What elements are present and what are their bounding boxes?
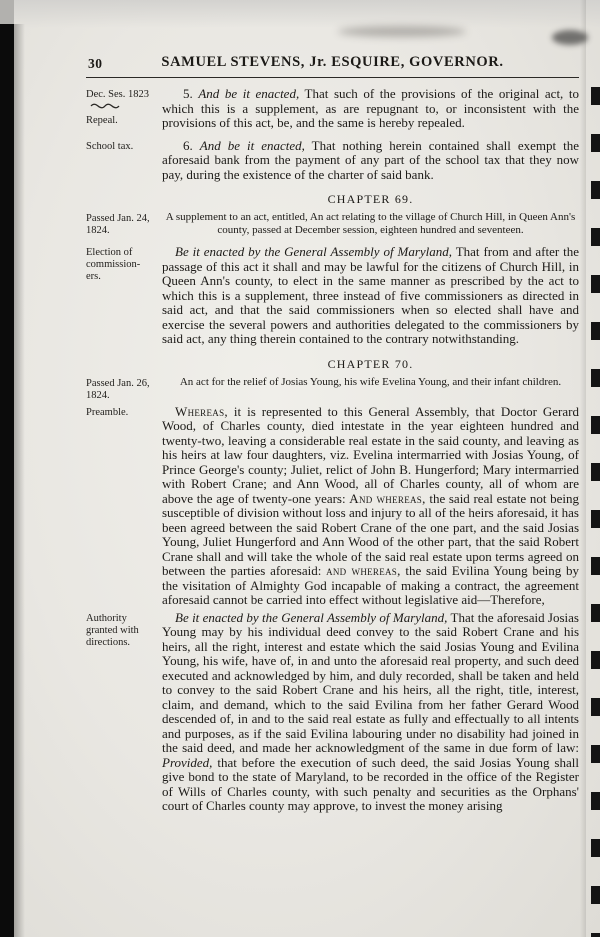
chapter-69-title-row (86, 211, 579, 237)
section-6-enacting-words: And be it enacted, (199, 137, 305, 153)
margin-note-passed-ch69 (86, 211, 162, 237)
chapter-70-text-2: that before the execution of such deed, the said Josias Young shall give bond to the state of Maryland, to be recorded in the office of the Register of Wills of Charles county, with such penalty and securities as the Orphans' court of Charles county may approve, to invest the money arising (162, 754, 579, 813)
chapter-69-heading: CHAPTER 69. (327, 192, 414, 206)
section-6-text: That nothing herein contained shall exempt the aforesaid bank from the payment of any part of the school tax that they now pay, during the existence of the charter of said bank. (162, 137, 580, 182)
margin-note-election-label: Election of commission- ers. (86, 247, 141, 282)
chapter-70-heading-row (86, 355, 579, 373)
margin-note-session-label: Dec. Ses. 1823 (86, 89, 149, 100)
margin-note-passed-ch70-label: Passed Jan. 26, 1824. (86, 377, 150, 401)
chapter-70-paragraph (162, 611, 579, 814)
margin-note-passed-ch69-label: Passed Jan. 24, 1824. (86, 213, 150, 236)
margin-note-election (86, 245, 162, 347)
proviso-word: Provided, (162, 754, 213, 770)
running-head-title: SAMUEL STEVENS, Jr. ESQUIRE, GOVERNOR. (161, 54, 504, 70)
chapter-70-heading: CHAPTER 70. (327, 356, 414, 371)
preamble-text-2: the said real estate not being susceptible of division without loss and injury to all of the heirs aforesaid, it has been agreed between the said Robert Crane of the one part, and the said Josias Young, Juliet Hungerford and Ann Wood of the other part, that the said Robert Crane shall and will take the whole of the said real estate upon terms agreed on between the parties aforesaid: (162, 490, 580, 578)
chapter-70-text-1: That the aforesaid Josias Young may by his individual deed convey to the said Robert Crane and his heirs, all the right, interest and estate which the said Josias Young and Evilina Young, his wife, have of, in and unto the aforesaid real property, and such deed executed and acknowledged by him, and duly recorded, shall be taken and held to convey to the said Robert Crane and his heirs, all the right, title, interest, claim, and demand, which to the said Evilina from her father Gerard Wood descended of, in and to the said real estate as fully and effectually to all intents and purposes, as if the said Evilina labouring under no disability had joined in the said deed, and made her acknowledgment of the same in due form of law: (162, 609, 579, 755)
header-rule (86, 77, 579, 78)
preamble-text-1: it is represented to this General Assembly, that Doctor Gerard Wood, of Charles county, died intestate in the year eighteen hundred and twenty-two, leaving a considerable real estate in the said county, and leaving as his heirs at law four daughters, viz. Evelina intermarried with Josias Young, of Prince George's county; Juliet, relict of John B. Hungerford; Mary intermarried with Robert Crane; and Ann Wood, all of Charles county, all of whom are above the age of twenty-one years: (162, 403, 579, 506)
page-header (86, 54, 579, 73)
brace-squiggle-icon (90, 102, 120, 109)
margin-note-repeal: Repeal. (86, 115, 118, 126)
margin-note-passed-ch70 (86, 376, 162, 402)
section-5-row (86, 87, 579, 131)
chapter-70-body-row (86, 611, 579, 814)
whereas-smallcaps-1: Whereas, (175, 403, 228, 419)
chapter-70-title-row (86, 376, 579, 402)
section-5-paragraph (162, 87, 579, 131)
margin-note-preamble (86, 405, 162, 608)
section-5-enacting-words: And be it enacted, (198, 86, 300, 101)
section-5-number: 5. (183, 86, 193, 101)
margin-note-authority-label: Authority granted with directions. (86, 612, 139, 648)
section-6-paragraph (162, 139, 579, 183)
whereas-smallcaps-2: And whereas, (349, 490, 426, 506)
chapter-69-heading-row (86, 190, 579, 208)
chapter-69-body-row (86, 245, 579, 347)
whereas-smallcaps-3: and whereas, (326, 563, 401, 578)
chapter-69-enacting-words: Be it enacted by the General Assembly of Maryland, (175, 244, 453, 259)
page-number: 30 (88, 56, 103, 71)
chapter-70-enacting-words: Be it enacted by the General Assembly of Maryland, (175, 609, 448, 625)
section-5-text: That such of the provisions of the original act, to which this is a supplement, as are repugnant to, or inconsistent with the provisions of this act, be, and the same is hereby repealed. (162, 86, 579, 130)
chapter-70-act-title: An act for the relief of Josias Young, his wife Evelina Young, and their infant children. (179, 375, 562, 388)
margin-note-school-tax-label: School tax. (86, 140, 134, 152)
margin-note-school-tax (86, 139, 162, 183)
chapter-70-preamble-paragraph (162, 405, 579, 608)
section-6-number: 6. (183, 137, 193, 153)
chapter-70-preamble-row (86, 405, 579, 608)
margin-note-session (86, 87, 162, 131)
chapter-69-act-title: A supplement to an act, entitled, An act relating to the village of Church Hill, in Queen Ann's county, passed at December session, eighteen hundred and seventeen. (165, 211, 576, 236)
margin-note-authority (86, 611, 162, 814)
preamble-text-3: the said Evilina Young being by the visitation of Almighty God incapable of making a contract, the agreement aforesaid cannot be carried into effect without legislative aid—Therefore, (162, 563, 579, 607)
section-6-row (86, 139, 579, 183)
chapter-69-text: That from and after the passage of this act it shall and may be lawful for the citizens of Church Hill, in Queen Ann's county, to elect in the same manner as prescribed by the act to which this is a supplement, three instead of five commissioners as directed in said act, and that the said commissioners when so elected shall have and exercise the several powers and authorities delegated to the commissioners by said act, any thing therein contained to the contrary notwithstanding. (162, 244, 579, 346)
chapter-69-paragraph (162, 245, 579, 347)
margin-note-preamble-label: Preamble. (86, 406, 129, 418)
